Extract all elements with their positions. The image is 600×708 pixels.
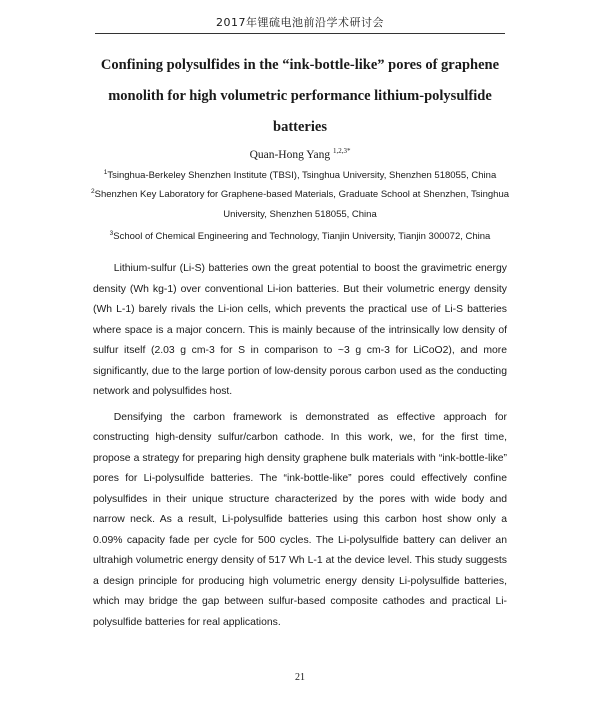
abstract-paragraph-1: Lithium-sulfur (Li-S) batteries own the great potential to boost the gravimetric energy density (Wh kg-1) over conventional Li-ion batteries. But their volumetric energy density (Wh L-1) barely rivals the Li-ion cells, which prevents the practical use of Li-S batteries where space is a major concern. This is mainly because of the intrinsically low density of sulfur itself (2.03 g cm-3 for S in comparison to ~3 g cm-3 for LiCoO2), and more significantly, due to the large portion of low-density porous carbon used as the conducting network and polysulfides host. (93, 263, 507, 397)
affiliation-3 (90, 224, 510, 247)
author-line (0, 147, 600, 161)
affiliation-mark: 3 (109, 230, 114, 237)
affiliation-mark: 2 (90, 188, 95, 195)
paper-title: Confining polysulfides in the “ink-bottle-like” pores of graphene monolith for high volumetric performance lithium-polysulfide batteries (100, 57, 500, 135)
author-affil-marks: 1,2,3* (332, 147, 351, 155)
affiliation-mark: 1 (103, 169, 108, 176)
author-name: Quan-Hong Yang (249, 148, 331, 161)
page-number: 21 (295, 672, 305, 683)
affiliation-text: Tsinghua-Berkeley Shenzhen Institute (TBSI), Tsinghua University, Shenzhen 518055, China (107, 170, 497, 182)
abstract-paragraph-2: Densifying the carbon framework is demonstrated as effective approach for constructing high-density sulfur/carbon cathode. In this work, we, for the first time, propose a strategy for preparing high density graphene bulk materials with “ink-bottle-like” pores for Li-polysulfide batteries. The “ink-bottle-like” pores could effectively confine polysulfides in their unique structure characterized by the pores with wide body and narrow neck. As a result, Li-polysulfide batteries using this carbon host show only a 0.09% capacity fade per cycle for 500 cycles. The Li-polysulfide battery can deliver an ultrahigh volumetric energy density of 517 Wh L-1 at the device level. This study suggests a design principle for producing high volumetric energy density Li-polysulfide batteries, which may bridge the gap between sulfur-based composite cathodes and practical Li-polysulfide batteries for real applications. (93, 411, 507, 628)
affiliation-2 (90, 182, 510, 225)
running-header: 2017年锂硫电池前沿学术研讨会 (95, 14, 505, 34)
abstract-body (93, 259, 507, 638)
affiliation-text: Shenzhen Key Laboratory for Graphene-based Materials, Graduate School at Shenzhen, Tsinghua University, Shenzhen 518055, China (94, 189, 510, 221)
affiliation-text: School of Chemical Engineering and Technology, Tianjin University, Tianjin 300072, China (113, 231, 491, 243)
